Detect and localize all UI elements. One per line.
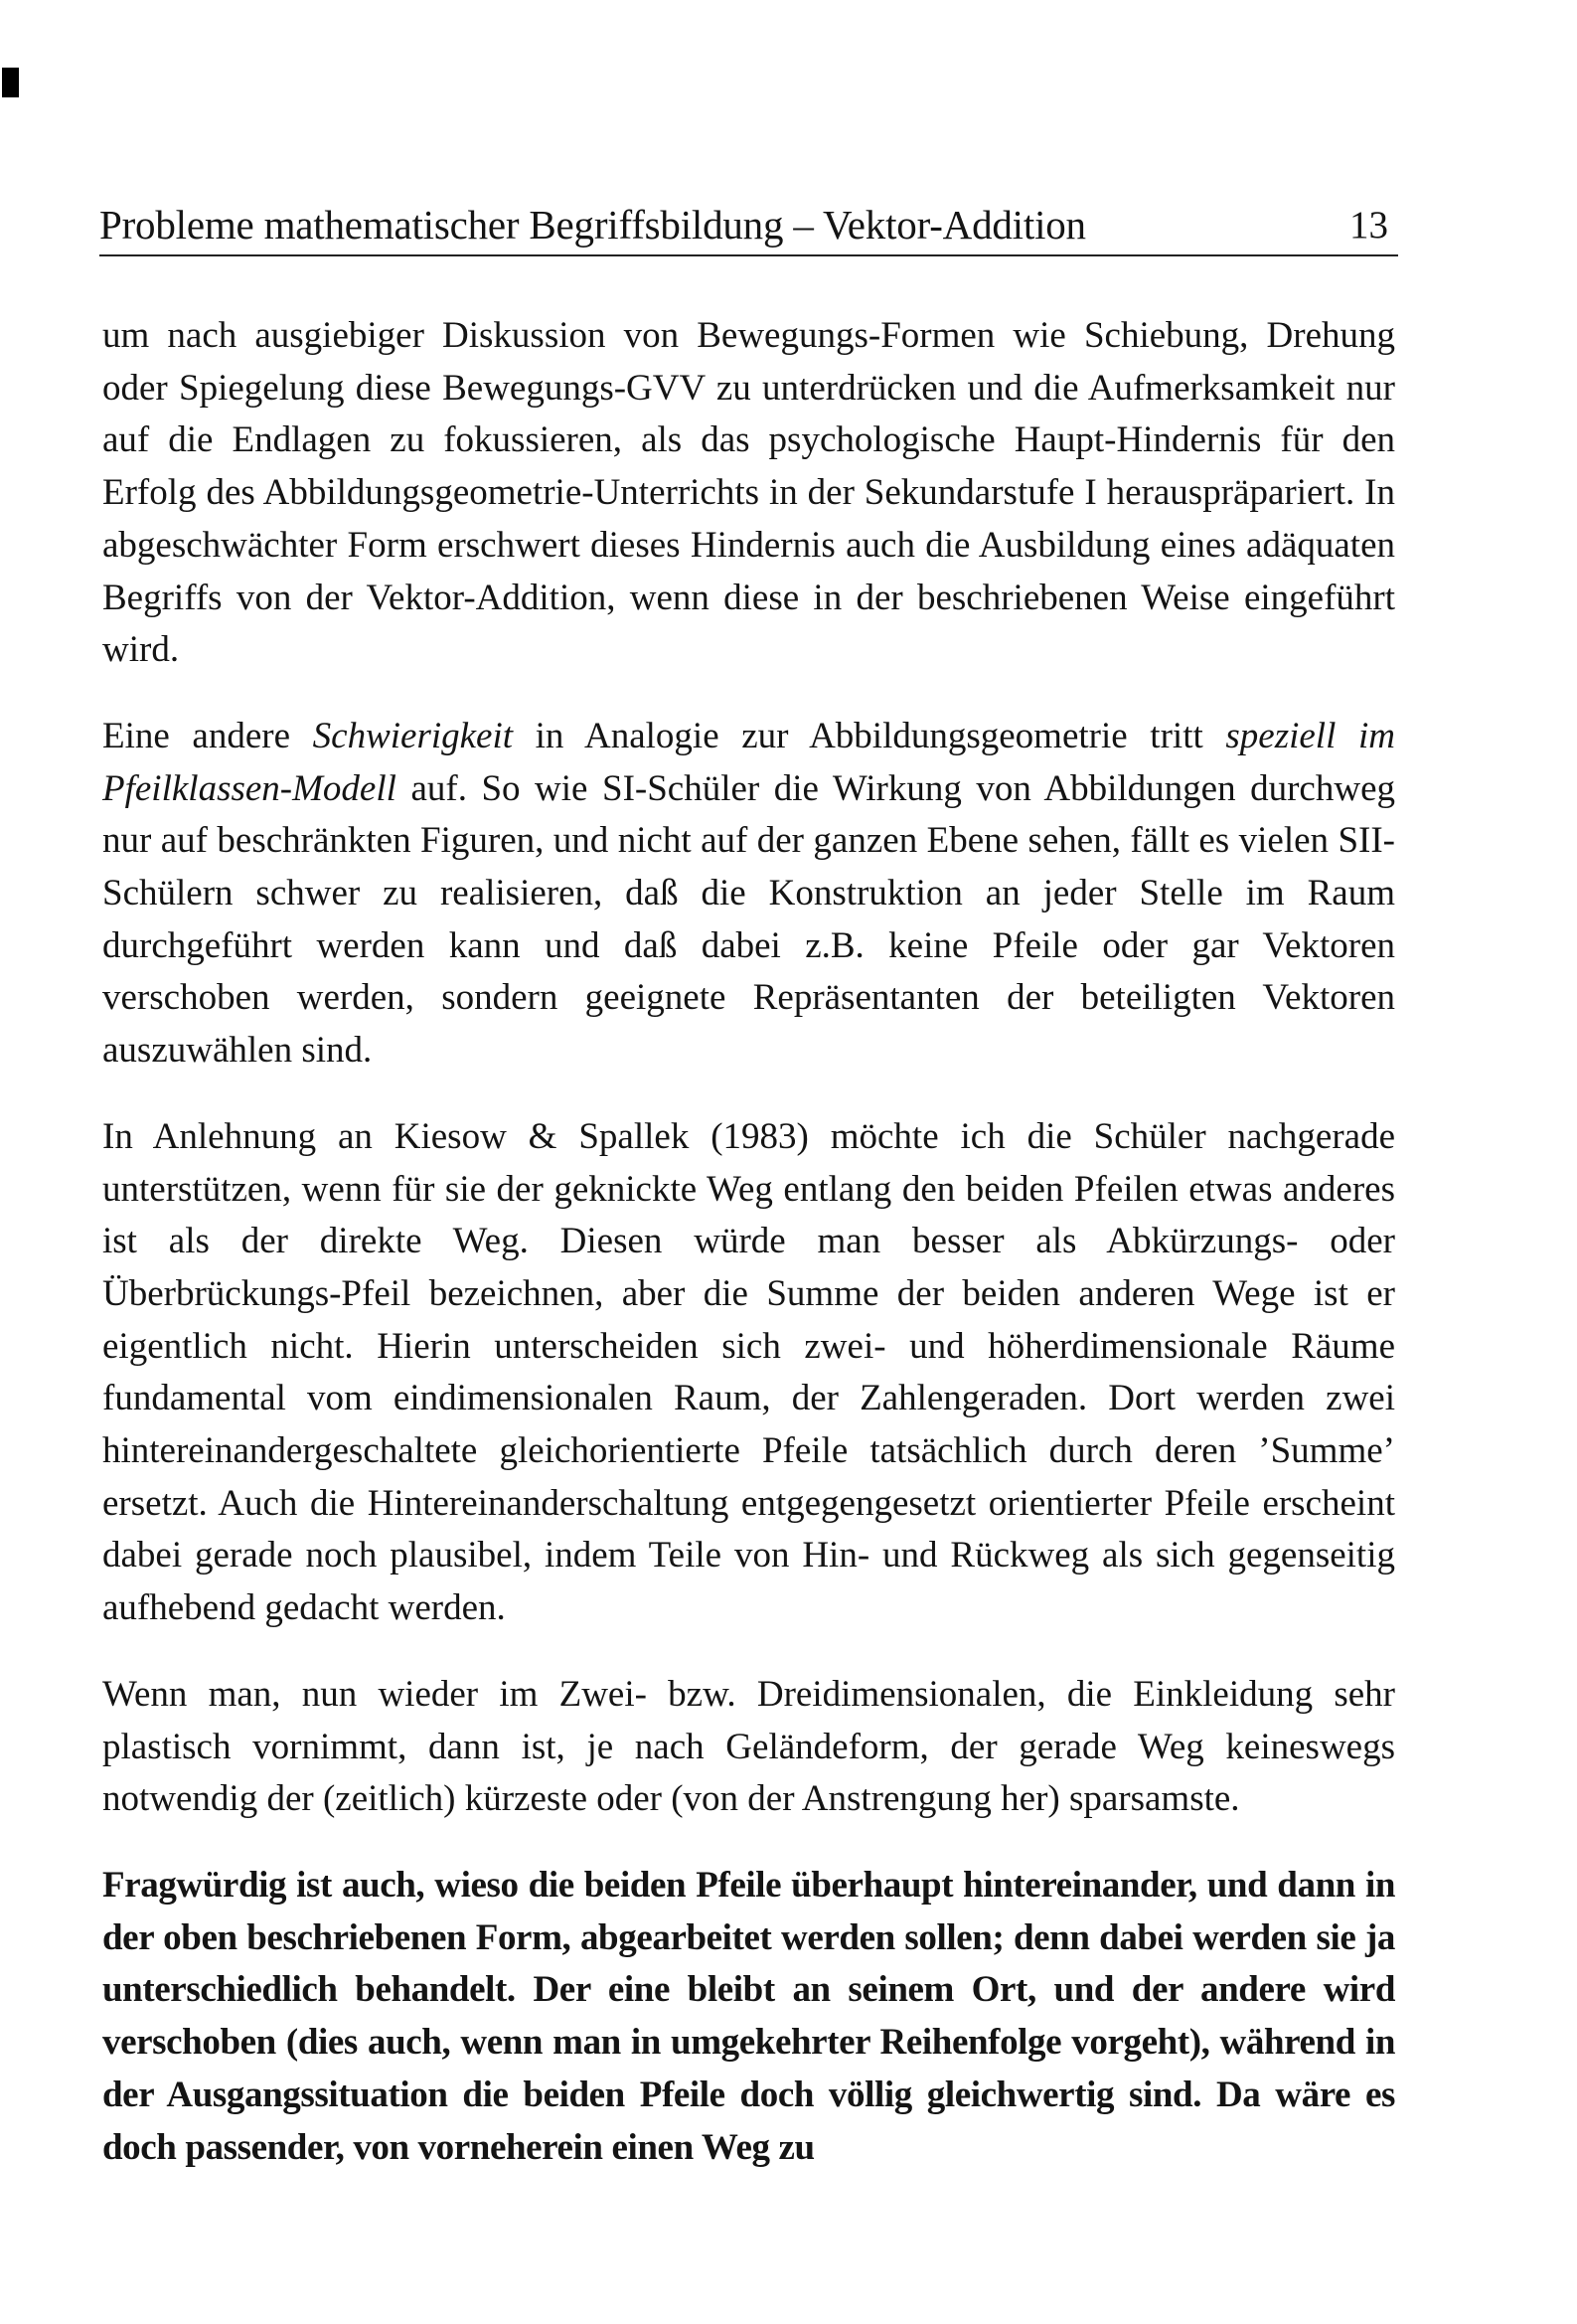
running-header [99, 199, 1398, 256]
page-body [102, 310, 1395, 2208]
paragraph-3: In Anlehnung an Kiesow & Spallek (1983) möchte ich die Schüler nachgerade unterstützen, wenn für sie der geknickte Weg entlang den beiden Pfeilen etwas anderes ist als der direkte Weg. Diesen würde man besser als Abkürzungs- oder Überbrückungs-Pfeil bezeichnen, aber die Summe der beiden anderen Wege ist er eigentlich nicht. Hierin unterscheiden sich zwei- und höherdimensionale Räume fundamental vom eindimensionalen Raum, der Zahlengeraden. Dort werden zwei hintereinandergeschaltete gleichorientierte Pfeile tatsächlich durch deren ’Summe’ ersetzt. Auch die Hintereinanderschaltung entgegengesetzt orientierter Pfeile erscheint dabei gerade noch plausibel, indem Teile von Hin- und Rückweg als sich gegenseitig aufhebend gedacht werden. [102, 1115, 1395, 1629]
paragraph-2-text-1: Eine andere [102, 715, 313, 756]
paragraph-1: um nach ausgiebiger Diskussion von Bewegungs-Formen wie Schiebung, Drehung oder Spiegelung diese Bewegungs-GVV zu unterdrücken und die Aufmerksamkeit nur auf die Endlagen zu fokussieren, als das psychologische Haupt-Hindernis für den Erfolg des Abbildungsgeometrie-Unterrichts in der Sekundarstufe I herauspräpariert. In abgeschwächter Form erschwert dieses Hindernis auch die Ausbildung eines adäquaten Begriffs von der Vektor-Addition, wenn diese in der beschriebenen Weise eingeführt wird. [102, 315, 1395, 671]
paragraph-2-text-2: in Analogie zur Abbildungsgeometrie tritt [513, 715, 1226, 756]
page-number: 13 [1349, 204, 1388, 247]
paragraph-2 [102, 711, 1395, 1078]
emphasis-schwierigkeit: Schwierigkeit [312, 715, 514, 756]
paragraph-4: Wenn man, nun wieder im Zwei- bzw. Dreidimensionalen, die Einkleidung sehr plastisch vornimmt, dann ist, je nach Geländeform, der gerade Weg keineswegs notwendig der (zeitlich) kürzeste oder (von der Anstrengung her) sparsamste. [102, 1673, 1395, 1820]
emphasis-pfeilklassen-modell: speziell im Pfeilklassen-Modell [102, 715, 1395, 809]
corner-scan-mark [2, 68, 19, 97]
header-title: Probleme mathematischer Begriffsbildung – Vektor-Addition [99, 202, 1086, 248]
paragraph-2-text-3: auf. So wie SI-Schüler die Wirkung von Abbildungen durchweg nur auf beschränkten Figuren, und nicht auf der ganzen Ebene sehen, fällt es vielen SII-Schülern schwer zu realisieren, daß die Konstruktion an jeder Stelle im Raum durchgeführt werden kann und daß dabei z.B. keine Pfeile oder gar Vektoren verschoben werden, sondern geeignete Repräsentanten der beteiligten Vektoren auszuwählen sind. [102, 767, 1395, 1072]
paragraph-5: Fragwürdig ist auch, wieso die beiden Pfeile überhaupt hintereinander, und dann in der oben beschriebenen Form, abgearbeitet werden sollen; denn dabei werden sie ja unterschiedlich behandelt. Der eine bleibt an seinem Ort, und der andere wird verschoben (dies auch, wenn man in umgekehrter Reihenfolge vorgeht), während in der Ausgangssituation die beiden Pfeile doch völlig gleichwertig sind. Da wäre es doch passender, von vorneherein einen Weg zu [102, 1864, 1395, 2168]
